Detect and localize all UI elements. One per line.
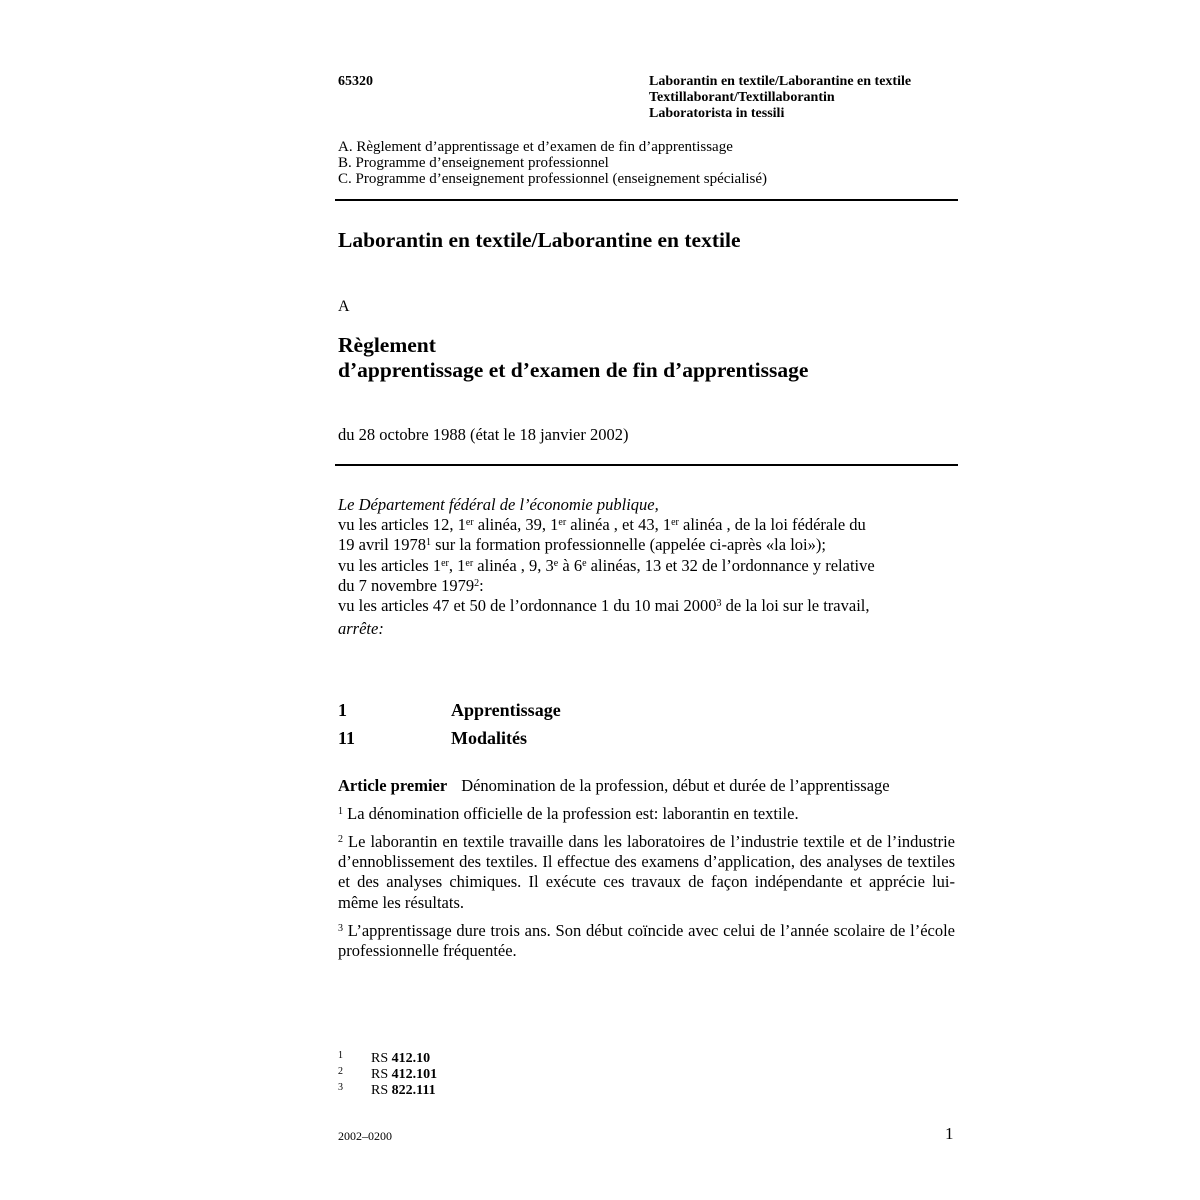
regulation-title-line-2: d’apprentissage et d’examen de fin d’apprentissage <box>338 358 809 382</box>
footnote-reference: 2 <box>474 577 480 589</box>
issuing-authority: Le Département fédéral de l’économie publique, <box>338 495 659 514</box>
article-label: Article premier <box>338 776 448 795</box>
section-title: Apprentissage <box>451 700 561 720</box>
footnote-reference: 1 <box>426 537 431 549</box>
contents-item-b: B. Programme d’enseignement professionnel <box>338 155 609 171</box>
horizontal-rule-top <box>335 199 958 201</box>
main-title: Laborantin en textile/Laborantine en textile <box>338 228 741 252</box>
regulation-title-line-1: Règlement <box>338 333 436 357</box>
preamble <box>338 495 958 639</box>
horizontal-rule-middle <box>335 464 958 466</box>
preamble-line: 19 avril 1978$^1$ sur la formation professionnelle (appelée ci-après «la loi»); <box>338 535 826 555</box>
subsection-title: Modalités <box>451 728 527 748</box>
article-title: Dénomination de la profession, début et durée de l’apprentissage <box>461 776 890 795</box>
decree-word: arrête: <box>338 619 384 639</box>
part-letter: A <box>338 298 350 315</box>
document-number: 65320 <box>338 74 373 89</box>
header-title-fr: Laborantin en textile/Laborantine en textile <box>649 74 912 89</box>
footnote: 2 RS 412.101 <box>338 1066 438 1082</box>
contents-item-c: C. Programme d’enseignement professionnel (enseignement spécialisé) <box>338 171 768 187</box>
footnote: 3 RS 822.111 <box>338 1082 436 1098</box>
contents-list <box>338 139 767 187</box>
page-number: 1 <box>945 1124 954 1143</box>
subsection-number: 11 <box>338 728 356 748</box>
preamble-line: vu les articles 1er, 1er alinéa , 9, 3e à 6e alinéas, 13 et 32 de l’ordonnance y relative <box>338 555 875 575</box>
article-paragraph: $^2$ Le laborantin en textile travaille dans les laboratoires de l’industrie textile et de l’industrie d’ennoblissement des textiles. Il effectue des examens d’application, des analyses de textiles et des analyses chimiques. Il exécute ces travaux de façon indépendante et apprécie lui-même les résultats. <box>338 832 955 912</box>
preamble-line: vu les articles 12, 1er alinéa, 39, 1er alinéa , et 43, 1er alinéa , de la loi fédérale du <box>338 515 866 535</box>
article-heading <box>338 776 890 796</box>
header-title-de: Textillaborant/Textillaborantin <box>649 90 835 105</box>
article-paragraph: $^3$ L’apprentissage dure trois ans. Son début coïncide avec celui de l’année scolaire de l’école professionnelle fréquentée. <box>338 921 955 961</box>
document-code: 2002–0200 <box>338 1129 392 1143</box>
regulation-title <box>338 333 808 383</box>
regulation-date: du 28 octobre 1988 (état le 18 janvier 2002) <box>338 425 629 444</box>
contents-item-a: A. Règlement d’apprentissage et d’examen de fin d’apprentissage <box>338 139 733 155</box>
preamble-line: vu les articles 47 et 50 de l’ordonnance 1 du 10 mai 2000$^3$ de la loi sur le travail, <box>338 596 870 616</box>
preamble-line: du 7 novembre 1979$^2$: <box>338 575 484 595</box>
header-titles <box>649 74 911 122</box>
article-paragraph: $^1$ La dénomination officielle de la profession est: laborantin en textile. <box>338 804 799 823</box>
section-number: 1 <box>338 700 347 720</box>
header-title-it: Laboratorista in tessili <box>649 106 785 121</box>
footnote: 1 RS 412.10 <box>338 1050 431 1066</box>
footnote-reference: 3 <box>716 598 722 610</box>
